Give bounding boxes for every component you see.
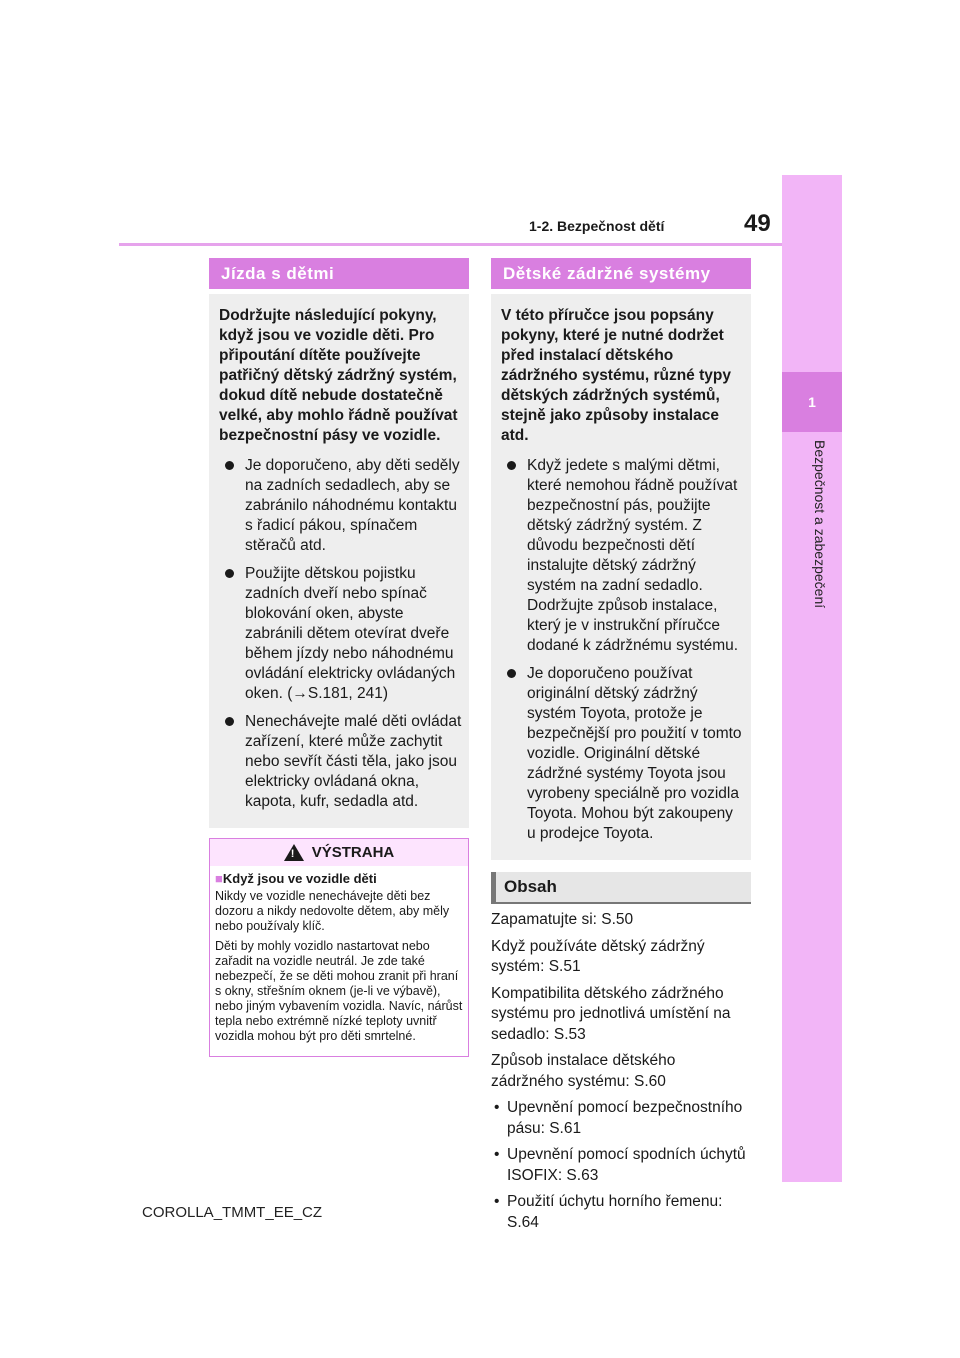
contents-sublink[interactable]: • Upevnění pomocí bezpečnostního pásu: S.61	[491, 1098, 751, 1139]
warning-header	[210, 839, 468, 866]
contents-title: Obsah	[491, 872, 751, 904]
list-item: Nenechávejte malé děti ovládat zařízení, které může zachytit nebo sevřít části těla, jako jsou elektricky ovládaná okna, kapota, kufr, sedadla atd.	[219, 712, 463, 812]
warning-subtitle	[215, 871, 463, 886]
intro-text: V této příručce jsou popsány pokyny, které je nutné dodržet před instalací dětského zádržného systému, různé typy dětských zádržných systémů, stejně jako způsoby instalace atd.	[501, 307, 731, 444]
chapter-sidebar	[782, 175, 842, 1182]
contents-link[interactable]: Když používáte dětský zádržný systém: S.51	[491, 937, 705, 975]
section-title: Dětské zádržné systémy	[491, 258, 751, 289]
intro-text: Dodržujte následující pokyny, když jsou ve vozidle děti. Pro připoutání dítěte používejte patřičný dětský zádržný systém, dokud dítě nebude dostatečně velké, aby mohlo řádně používat bezpečnostní pásy ve vozidle.	[219, 307, 458, 444]
contents-sublink[interactable]: • Použití úchytu horního řemenu: S.64	[491, 1192, 751, 1233]
list-item: Použijte dětskou pojistku zadních dveří nebo spínač blokování oken, abyste zabránili dětem otevírat dveře během jízdy nebo náhodnému ovládání elektricky ovládaných oken. (→S.181, 241)	[219, 564, 463, 704]
warning-body	[210, 866, 468, 1056]
chapter-tab[interactable]: 1	[782, 372, 842, 432]
footer-code: COROLLA_TMMT_EE_CZ	[142, 1204, 323, 1221]
contents-link[interactable]: Způsob instalace dětského zádržného systému: S.60	[491, 1052, 676, 1090]
instructions-box	[491, 294, 751, 860]
warning-subtitle-text: Když jsou ve vozidle děti	[222, 871, 377, 886]
list-item: Je doporučeno používat originální dětský zádržný systém Toyota, protože je bezpečnější pro použití v tomto vozidle. Originální dětské zádržné systémy Toyota jsou vyrobeny speciálně pro vozidla Toyota. Mohou být zakoupeny u prodejce Toyota.	[501, 664, 745, 844]
header-rule	[119, 243, 782, 246]
contents-sublink[interactable]: • Upevnění pomocí spodních úchytů ISOFIX: S.63	[491, 1145, 751, 1186]
square-bullet-icon: ■	[215, 871, 223, 886]
warning-icon	[284, 844, 304, 861]
contents-link[interactable]: Kompatibilita dětského zádržného systému pro jednotlivá umístění na sedadlo: S.53	[491, 984, 731, 1043]
warning-title: VÝSTRAHA	[311, 844, 395, 861]
contents-link[interactable]: Zapamatujte si: S.50	[491, 911, 634, 928]
instructions-box	[209, 294, 469, 828]
page-number: 49	[744, 210, 771, 237]
right-column	[491, 258, 751, 1233]
chapter-title: Bezpečnost a zabezpečení	[812, 440, 828, 609]
warning-box	[209, 838, 469, 1057]
section-label: 1-2. Bezpečnost dětí	[529, 218, 665, 234]
warning-paragraph: Děti by mohly vozidlo nastartovat nebo zařadit na vozidle neutrál. Je zde také nebezpečí, že se děti mohou zranit při hraní s okny, střešním oknem (je-li ve výbavě), nebo jiným vybavením vozidla. Navíc, nárůst tepla nebo extrémně nízké teploty uvnitř vozidla mohou být pro děti smrtelné.	[215, 939, 463, 1043]
section-title: Jízda s dětmi	[209, 258, 469, 289]
left-column	[209, 258, 469, 1057]
list-item: Je doporučeno, aby děti seděly na zadních sedadlech, aby se zabránilo náhodnému kontaktu s řadicí pákou, spínačem stěračů atd.	[219, 456, 463, 556]
list-item: Když jedete s malými dětmi, které nemohou řádně používat bezpečnostní pás, použijte dětský zádržný systém. Z důvodu bezpečnosti dětí instalujte dětský zádržný systém na zadní sedadlo. Dodržujte způsob instalace, který je v instrukční příručce dodané k zádržnému systému.	[501, 456, 745, 656]
warning-paragraph: Nikdy ve vozidle nenechávejte děti bez dozoru a nikdy nedovolte dětem, aby měly nebo používaly klíč.	[215, 889, 450, 933]
